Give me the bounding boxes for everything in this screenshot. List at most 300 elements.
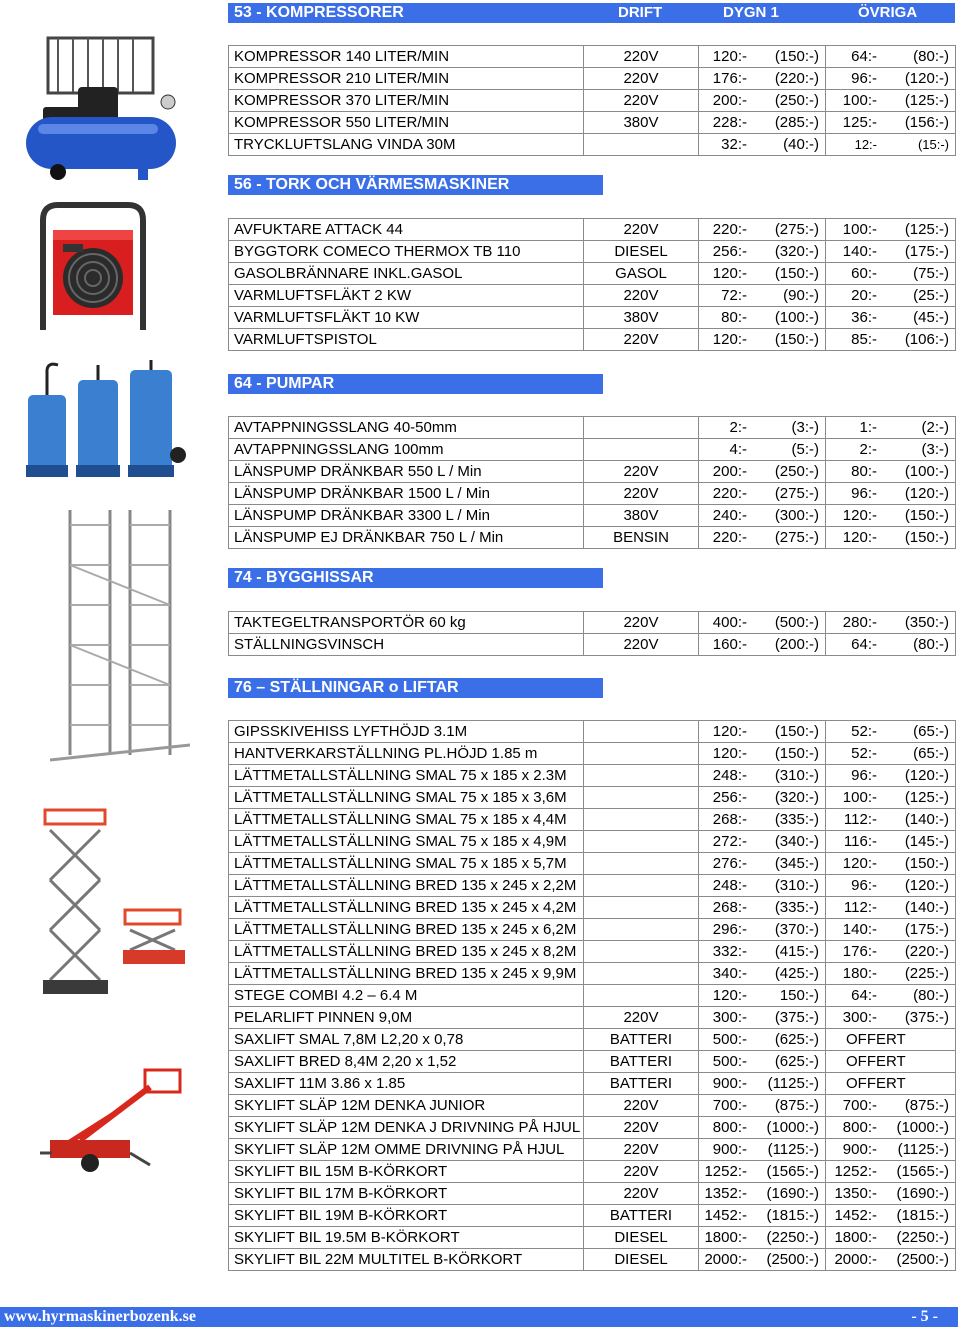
price-ovriga-value: 180:- [842, 965, 877, 982]
price-dygn [699, 461, 826, 483]
price-ovriga-value: 85:- [851, 331, 877, 348]
section-header-pumpar [228, 374, 603, 394]
price-ovriga [826, 90, 956, 112]
price-dygn-incl: (300:-) [774, 507, 819, 524]
price-ovriga [826, 307, 956, 329]
price-ovriga-incl: (65:-) [913, 723, 949, 740]
price-ovriga [826, 919, 956, 941]
price-ovriga [826, 721, 956, 743]
item-name: SKYLIFT BIL 19.5M B-KÖRKORT [229, 1227, 584, 1249]
item-name: LÄNSPUMP DRÄNKBAR 3300 L / Min [229, 505, 584, 527]
price-dygn-value: 176:- [712, 70, 747, 87]
price-dygn-value: 256:- [712, 243, 747, 260]
item-name: LÄNSPUMP EJ DRÄNKBAR 750 L / Min [229, 527, 584, 549]
price-dygn-value: 120:- [712, 723, 747, 740]
item-name: SAXLIFT 11M 3.86 x 1.85 [229, 1073, 584, 1095]
price-dygn-value: 1352:- [704, 1185, 747, 1202]
item-power [584, 787, 699, 809]
item-name: BYGGTORK COMECO THERMOX TB 110 [229, 241, 584, 263]
price-dygn-incl: (1000:-) [766, 1119, 819, 1136]
price-ovriga-value: 20:- [851, 287, 877, 304]
item-name: SKYLIFT SLÄP 12M DENKA J DRIVNING PÅ HJUL [229, 1117, 584, 1139]
price-dygn [699, 241, 826, 263]
section-header-kompressorer [228, 3, 955, 23]
price-ovriga-offert: OFFERT [846, 1075, 906, 1092]
price-dygn-incl: (310:-) [774, 767, 819, 784]
price-dygn-value: 296:- [712, 921, 747, 938]
price-ovriga [826, 809, 956, 831]
price-ovriga-incl: (75:-) [913, 265, 949, 282]
table-row [229, 985, 956, 1007]
price-ovriga-incl: (150:-) [904, 855, 949, 872]
price-dygn [699, 743, 826, 765]
price-dygn-value: 220:- [712, 529, 747, 546]
price-dygn [699, 765, 826, 787]
price-dygn-incl: (425:-) [774, 965, 819, 982]
table-row [229, 875, 956, 897]
item-power [584, 875, 699, 897]
price-ovriga-incl: (45:-) [913, 309, 949, 326]
table-row [229, 1161, 956, 1183]
price-dygn-value: 900:- [712, 1075, 747, 1092]
item-name: GASOLBRÄNNARE INKL.GASOL [229, 263, 584, 285]
table-row [229, 483, 956, 505]
item-name: KOMPRESSOR 370 LITER/MIN [229, 90, 584, 112]
website-link[interactable]: www.hyrmaskinerbozenk.se [4, 1308, 197, 1325]
price-ovriga-value: 96:- [851, 877, 877, 894]
item-power [584, 809, 699, 831]
price-dygn-incl: (875:-) [774, 1097, 819, 1114]
item-name: SKYLIFT SLÄP 12M OMME DRIVNING PÅ HJUL [229, 1139, 584, 1161]
table-row [229, 219, 956, 241]
price-ovriga [826, 787, 956, 809]
price-dygn-value: 268:- [712, 899, 747, 916]
price-ovriga-incl: (125:-) [904, 221, 949, 238]
price-ovriga [826, 329, 956, 351]
item-power: 220V [584, 219, 699, 241]
price-ovriga-value: 2:- [859, 441, 877, 458]
price-ovriga-incl: (65:-) [913, 745, 949, 762]
price-dygn [699, 985, 826, 1007]
price-ovriga-value: 1452:- [834, 1207, 877, 1224]
item-power: 220V [584, 461, 699, 483]
price-ovriga-value: 280:- [842, 614, 877, 631]
price-ovriga-offert: OFFERT [846, 1053, 906, 1070]
price-ovriga-value: 52:- [851, 723, 877, 740]
item-power: 380V [584, 505, 699, 527]
price-ovriga-value: 112:- [843, 899, 877, 916]
price-dygn [699, 112, 826, 134]
item-power: 220V [584, 90, 699, 112]
price-ovriga-incl: (150:-) [904, 529, 949, 546]
price-ovriga-value: 96:- [851, 767, 877, 784]
price-ovriga [826, 1007, 956, 1029]
price-ovriga [826, 134, 956, 156]
section-header-stallningar [228, 678, 603, 698]
item-name: PELARLIFT PINNEN 9,0M [229, 1007, 584, 1029]
price-dygn-value: 220:- [712, 485, 747, 502]
item-power [584, 919, 699, 941]
price-dygn [699, 1051, 826, 1073]
price-ovriga-incl: (1125:-) [897, 1141, 949, 1158]
price-ovriga-value: 176:- [842, 943, 877, 960]
price-ovriga [826, 1249, 956, 1271]
table-row [229, 809, 956, 831]
price-ovriga-offert: OFFERT [846, 1031, 906, 1048]
price-ovriga [826, 219, 956, 241]
price-ovriga-incl: (3:-) [921, 441, 949, 458]
item-power: 380V [584, 112, 699, 134]
price-dygn-value: 800:- [712, 1119, 747, 1136]
price-dygn-incl: (320:-) [774, 789, 819, 806]
price-ovriga-value: 120:- [842, 855, 877, 872]
table-row [229, 1095, 956, 1117]
price-ovriga [826, 241, 956, 263]
table-row [229, 1205, 956, 1227]
price-ovriga-incl: (1565:-) [896, 1163, 949, 1180]
item-name: SKYLIFT BIL 17M B-KÖRKORT [229, 1183, 584, 1205]
item-name: LÄTTMETALLSTÄLLNING SMAL 75 x 185 x 4,4M [229, 809, 584, 831]
item-power: 220V [584, 46, 699, 68]
price-ovriga-value: 96:- [851, 485, 877, 502]
table-row [229, 1073, 956, 1095]
item-name: AVFUKTARE ATTACK 44 [229, 219, 584, 241]
price-dygn [699, 1205, 826, 1227]
table-bygghissar [228, 611, 956, 656]
price-dygn [699, 787, 826, 809]
price-ovriga-value: 112:- [843, 811, 877, 828]
item-power [584, 985, 699, 1007]
price-ovriga-value: 60:- [851, 265, 877, 282]
item-power: GASOL [584, 263, 699, 285]
price-dygn-incl: (250:-) [774, 463, 819, 480]
section-title: 74 - BYGGHISSAR [234, 569, 374, 586]
price-dygn-value: 900:- [712, 1141, 747, 1158]
price-ovriga [826, 1117, 956, 1139]
item-power [584, 897, 699, 919]
price-dygn-value: 220:- [712, 221, 747, 238]
price-ovriga-value: 700:- [842, 1097, 877, 1114]
table-row [229, 765, 956, 787]
compressor-image [18, 32, 178, 182]
pumps-image [18, 360, 188, 490]
price-dygn [699, 721, 826, 743]
table-row [229, 831, 956, 853]
price-dygn [699, 527, 826, 549]
price-ovriga-incl: (120:-) [904, 485, 949, 502]
price-ovriga-value: 1800:- [834, 1229, 877, 1246]
price-ovriga-incl: (2:-) [921, 419, 949, 436]
item-power: 220V [584, 1161, 699, 1183]
price-ovriga [826, 285, 956, 307]
price-ovriga [826, 1095, 956, 1117]
price-dygn-value: 160:- [712, 636, 747, 653]
col-header-drift: DRIFT [618, 4, 663, 21]
price-ovriga-value: 800:- [842, 1119, 877, 1136]
price-ovriga-value: 12:- [854, 137, 877, 152]
price-dygn [699, 1095, 826, 1117]
price-ovriga [826, 831, 956, 853]
price-ovriga-incl: (125:-) [904, 789, 949, 806]
price-dygn-incl: (275:-) [774, 529, 819, 546]
table-stallningar [228, 720, 956, 1271]
price-dygn-value: 268:- [712, 811, 747, 828]
table-row [229, 417, 956, 439]
item-name: LÄTTMETALLSTÄLLNING BRED 135 x 245 x 9,9M [229, 963, 584, 985]
item-name: LÄTTMETALLSTÄLLNING BRED 135 x 245 x 2,2M [229, 875, 584, 897]
item-power: 220V [584, 1183, 699, 1205]
table-row [229, 527, 956, 549]
price-dygn [699, 68, 826, 90]
price-ovriga-value: 36:- [851, 309, 877, 326]
item-power [584, 439, 699, 461]
price-dygn-value: 80:- [721, 309, 747, 326]
price-dygn-value: 4:- [729, 441, 747, 458]
price-dygn-incl: (625:-) [774, 1053, 819, 1070]
table-row [229, 112, 956, 134]
item-name: VARMLUFTSPISTOL [229, 329, 584, 351]
item-name: LÄTTMETALLSTÄLLNING BRED 135 x 245 x 4,2M [229, 897, 584, 919]
price-ovriga [826, 112, 956, 134]
price-dygn [699, 1117, 826, 1139]
price-ovriga-value: 125:- [842, 114, 877, 131]
price-dygn-incl: (250:-) [774, 92, 819, 109]
section-title: 76 – STÄLLNINGAR o LIFTAR [234, 679, 459, 696]
price-ovriga [826, 527, 956, 549]
price-dygn-value: 240:- [712, 507, 747, 524]
price-ovriga [826, 505, 956, 527]
item-power [584, 417, 699, 439]
price-dygn-incl: (1565:-) [766, 1163, 819, 1180]
item-power: DIESEL [584, 1227, 699, 1249]
price-ovriga-incl: (1690:-) [896, 1185, 949, 1202]
item-name: SAXLIFT BRED 8,4M 2,20 x 1,52 [229, 1051, 584, 1073]
price-dygn-value: 276:- [712, 855, 747, 872]
price-dygn-incl: (150:-) [774, 265, 819, 282]
price-dygn [699, 809, 826, 831]
price-dygn-incl: (1690:-) [766, 1185, 819, 1202]
price-dygn-value: 200:- [712, 463, 747, 480]
price-ovriga-value: 64:- [851, 987, 877, 1004]
item-power: BATTERI [584, 1205, 699, 1227]
item-power: DIESEL [584, 1249, 699, 1271]
item-name: TRYCKLUFTSLANG VINDA 30M [229, 134, 584, 156]
price-ovriga [826, 1205, 956, 1227]
price-dygn [699, 1227, 826, 1249]
price-ovriga-incl: (140:-) [904, 899, 949, 916]
price-ovriga-incl: (80:-) [913, 48, 949, 65]
price-dygn-incl: (370:-) [774, 921, 819, 938]
table-row [229, 285, 956, 307]
table-row [229, 439, 956, 461]
table-row [229, 941, 956, 963]
price-dygn-value: 1800:- [704, 1229, 747, 1246]
price-dygn [699, 634, 826, 656]
item-power [584, 134, 699, 156]
scissor-lifts-image [35, 800, 195, 1000]
price-dygn-value: 32:- [721, 136, 747, 153]
col-header-dygn: DYGN 1 [723, 4, 779, 21]
price-ovriga [826, 875, 956, 897]
price-ovriga [826, 1029, 956, 1051]
price-dygn [699, 941, 826, 963]
table-row [229, 461, 956, 483]
item-power: 220V [584, 329, 699, 351]
price-dygn [699, 1073, 826, 1095]
price-ovriga [826, 963, 956, 985]
item-name: LÄTTMETALLSTÄLLNING BRED 135 x 245 x 6,2M [229, 919, 584, 941]
item-power [584, 831, 699, 853]
price-ovriga [826, 1073, 956, 1095]
price-ovriga-value: 2000:- [834, 1251, 877, 1268]
price-ovriga-value: 1350:- [834, 1185, 877, 1202]
item-name: GIPSSKIVEHISS LYFTHÖJD 3.1M [229, 721, 584, 743]
price-ovriga-incl: (156:-) [904, 114, 949, 131]
table-row [229, 1183, 956, 1205]
item-name: LÄTTMETALLSTÄLLNING BRED 135 x 245 x 8,2M [229, 941, 584, 963]
price-ovriga [826, 263, 956, 285]
item-power: 220V [584, 612, 699, 634]
price-dygn-incl: (200:-) [774, 636, 819, 653]
price-ovriga-value: 116:- [843, 833, 877, 850]
item-power [584, 765, 699, 787]
price-dygn-incl: (375:-) [774, 1009, 819, 1026]
section-title: 56 - TORK OCH VÄRMESMASKINER [234, 176, 510, 193]
price-dygn-incl: (1125:-) [767, 1075, 819, 1092]
price-dygn [699, 897, 826, 919]
price-dygn-incl: (345:-) [774, 855, 819, 872]
price-dygn-value: 72:- [721, 287, 747, 304]
price-dygn [699, 46, 826, 68]
item-name: KOMPRESSOR 550 LITER/MIN [229, 112, 584, 134]
item-name: SKYLIFT SLÄP 12M DENKA JUNIOR [229, 1095, 584, 1117]
price-dygn-value: 500:- [712, 1053, 747, 1070]
price-dygn-value: 1252:- [704, 1163, 747, 1180]
price-ovriga [826, 634, 956, 656]
price-dygn [699, 1139, 826, 1161]
price-dygn-value: 228:- [712, 114, 747, 131]
price-dygn-value: 120:- [712, 987, 747, 1004]
price-dygn-value: 2000:- [704, 1251, 747, 1268]
price-dygn-incl: (500:-) [774, 614, 819, 631]
price-ovriga [826, 46, 956, 68]
price-ovriga-value: 100:- [842, 789, 877, 806]
item-name: SKYLIFT BIL 15M B-KÖRKORT [229, 1161, 584, 1183]
price-ovriga-incl: (220:-) [904, 943, 949, 960]
price-dygn-incl: (2250:-) [766, 1229, 819, 1246]
item-power [584, 853, 699, 875]
item-power: 220V [584, 68, 699, 90]
table-row [229, 90, 956, 112]
price-dygn [699, 1029, 826, 1051]
table-row [229, 46, 956, 68]
price-ovriga [826, 439, 956, 461]
price-dygn-value: 400:- [712, 614, 747, 631]
price-dygn [699, 263, 826, 285]
price-ovriga-value: 1252:- [834, 1163, 877, 1180]
table-row [229, 307, 956, 329]
item-name: STÄLLNINGSVINSCH [229, 634, 584, 656]
price-ovriga-incl: (875:-) [904, 1097, 949, 1114]
table-row [229, 721, 956, 743]
price-ovriga-value: 64:- [851, 48, 877, 65]
price-ovriga [826, 743, 956, 765]
item-name: VARMLUFTSFLÄKT 10 KW [229, 307, 584, 329]
price-ovriga-value: 120:- [842, 507, 877, 524]
item-name: LÄTTMETALLSTÄLLNING SMAL 75 x 185 x 5,7M [229, 853, 584, 875]
item-power: 220V [584, 1095, 699, 1117]
boom-lift-image [40, 1065, 190, 1175]
price-ovriga-value: 300:- [842, 1009, 877, 1026]
price-dygn-value: 256:- [712, 789, 747, 806]
item-power: DIESEL [584, 241, 699, 263]
item-power: BENSIN [584, 527, 699, 549]
table-row [229, 787, 956, 809]
price-dygn-value: 300:- [712, 1009, 747, 1026]
price-dygn-incl: (220:-) [774, 70, 819, 87]
item-power: BATTERI [584, 1073, 699, 1095]
price-dygn-incl: (90:-) [783, 287, 819, 304]
price-dygn-incl: (5:-) [791, 441, 819, 458]
item-power: 220V [584, 483, 699, 505]
section-header-tork [228, 175, 603, 195]
item-name: STEGE COMBI 4.2 – 6.4 M [229, 985, 584, 1007]
price-dygn-value: 1452:- [704, 1207, 747, 1224]
price-ovriga-value: 52:- [851, 745, 877, 762]
item-power [584, 721, 699, 743]
price-ovriga-incl: (25:-) [913, 287, 949, 304]
price-dygn-value: 200:- [712, 92, 747, 109]
price-dygn-incl: (340:-) [774, 833, 819, 850]
price-ovriga-incl: (350:-) [904, 614, 949, 631]
price-dygn-incl: (310:-) [774, 877, 819, 894]
item-power: BATTERI [584, 1051, 699, 1073]
price-dygn-incl: (335:-) [774, 899, 819, 916]
price-ovriga-incl: (120:-) [904, 767, 949, 784]
price-ovriga-incl: (100:-) [904, 463, 949, 480]
price-dygn [699, 90, 826, 112]
price-ovriga [826, 1227, 956, 1249]
price-ovriga [826, 1051, 956, 1073]
item-name: LÄNSPUMP DRÄNKBAR 1500 L / Min [229, 483, 584, 505]
price-dygn [699, 853, 826, 875]
price-ovriga-incl: (145:-) [904, 833, 949, 850]
price-dygn [699, 307, 826, 329]
item-power: 220V [584, 1117, 699, 1139]
table-row [229, 329, 956, 351]
price-dygn [699, 1161, 826, 1183]
price-dygn-incl: (2500:-) [766, 1251, 819, 1268]
table-row [229, 263, 956, 285]
table-row [229, 505, 956, 527]
price-ovriga-incl: (175:-) [904, 921, 949, 938]
table-row [229, 897, 956, 919]
price-dygn [699, 831, 826, 853]
item-power: 220V [584, 634, 699, 656]
price-ovriga-incl: (15:-) [917, 137, 949, 152]
table-row [229, 919, 956, 941]
price-ovriga-incl: (2500:-) [896, 1251, 949, 1268]
item-name: VARMLUFTSFLÄKT 2 KW [229, 285, 584, 307]
table-pumpar [228, 416, 956, 549]
price-dygn-value: 700:- [712, 1097, 747, 1114]
price-dygn [699, 919, 826, 941]
price-dygn-value: 248:- [712, 877, 747, 894]
price-dygn-incl: (100:-) [774, 309, 819, 326]
price-dygn-value: 332:- [712, 943, 747, 960]
price-ovriga-incl: (125:-) [904, 92, 949, 109]
price-dygn [699, 963, 826, 985]
